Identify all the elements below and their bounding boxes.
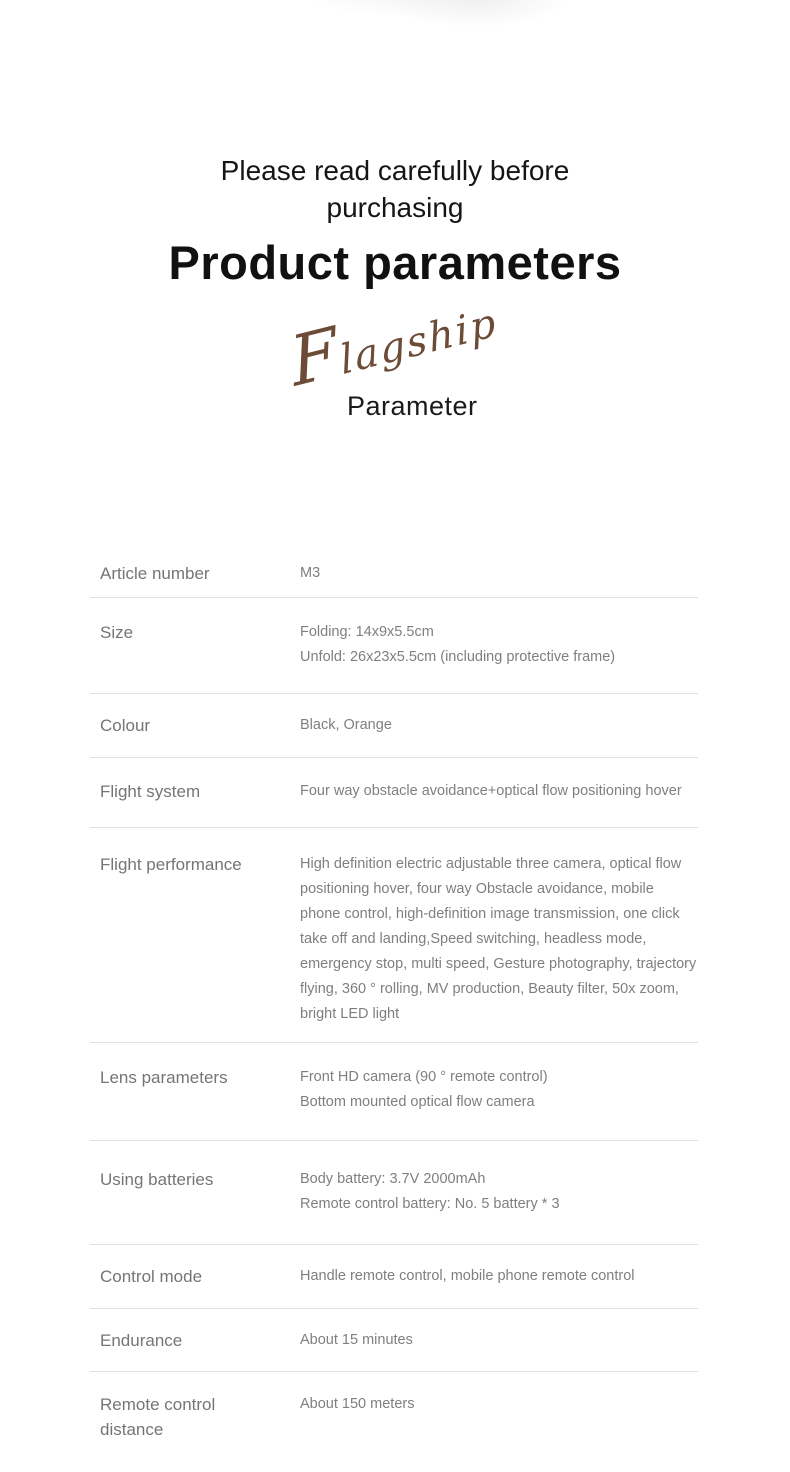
spec-label: Size xyxy=(100,623,134,642)
spec-values xyxy=(300,561,698,586)
purchase-notice-line1: Please read carefully before xyxy=(220,155,570,186)
purchase-notice-line2: purchasing xyxy=(326,192,464,223)
spec-label: Endurance xyxy=(100,1331,183,1350)
spec-row xyxy=(90,1372,698,1472)
spec-value-line: Remote control battery: No. 5 battery * 3 xyxy=(300,1196,560,1212)
spec-label: Colour xyxy=(100,716,151,735)
purchase-notice xyxy=(0,152,790,226)
spec-value-line: About 150 meters xyxy=(300,1396,415,1412)
spec-value-line: Front HD camera (90 ° remote control) xyxy=(300,1069,548,1085)
spec-label: Flight system xyxy=(100,782,201,801)
spec-values xyxy=(300,1264,698,1289)
spec-label: Control mode xyxy=(100,1267,203,1286)
spec-values xyxy=(300,1065,698,1115)
spec-row xyxy=(90,694,698,758)
spec-values xyxy=(300,1392,698,1417)
parameter-subtitle: Parameter xyxy=(347,391,478,421)
spec-value-line: High definition electric adjustable three camera, optical flow positioning hover, four way Obstacle avoidance, mobile phone control, high-definition image transmission, one click take off and landing,Speed switching, headless mode, emergency stop, multi speed, Gesture photography, trajectory flying, 360 ° rolling, MV production, Beauty filter, 50x zoom, bright LED light xyxy=(300,856,697,1022)
faded-product-photo xyxy=(270,0,600,52)
spec-row xyxy=(90,828,698,1043)
spec-label: Article number xyxy=(100,564,210,583)
spec-value-line: About 15 minutes xyxy=(300,1332,413,1348)
spec-values xyxy=(300,713,698,738)
spec-value-line: Black, Orange xyxy=(300,717,392,733)
spec-value-line: Handle remote control, mobile phone remote control xyxy=(300,1268,635,1284)
spec-row xyxy=(90,1141,698,1245)
spec-label: Using batteries xyxy=(100,1170,214,1189)
spec-value-line: Four way obstacle avoidance+optical flow positioning hover xyxy=(300,783,682,799)
spec-values xyxy=(300,852,698,1027)
spec-row xyxy=(90,598,698,694)
spec-values xyxy=(300,1167,698,1217)
spec-label: Flight performance xyxy=(100,855,242,874)
spec-value-line: Unfold: 26x23x5.5cm (including protective frame) xyxy=(300,649,616,665)
page-title: Product parameters xyxy=(168,236,622,289)
spec-values xyxy=(300,1328,698,1353)
spec-row xyxy=(90,545,698,598)
spec-row xyxy=(90,758,698,828)
spec-values xyxy=(300,779,698,804)
spec-row xyxy=(90,1043,698,1141)
spec-value-line: Body battery: 3.7V 2000mAh xyxy=(300,1171,486,1187)
flagship-script-text: Flagship xyxy=(286,299,501,403)
spec-value-line: Folding: 14x9x5.5cm xyxy=(300,624,434,640)
spec-table xyxy=(90,545,698,1472)
flagship-badge xyxy=(0,299,790,480)
spec-values xyxy=(300,620,698,670)
spec-value-line: M3 xyxy=(300,565,321,581)
spec-label: Remote control distance xyxy=(100,1395,216,1439)
spec-row xyxy=(90,1309,698,1372)
spec-value-line: Bottom mounted optical flow camera xyxy=(300,1094,535,1110)
spec-row xyxy=(90,1245,698,1309)
spec-label: Lens parameters xyxy=(100,1068,228,1087)
